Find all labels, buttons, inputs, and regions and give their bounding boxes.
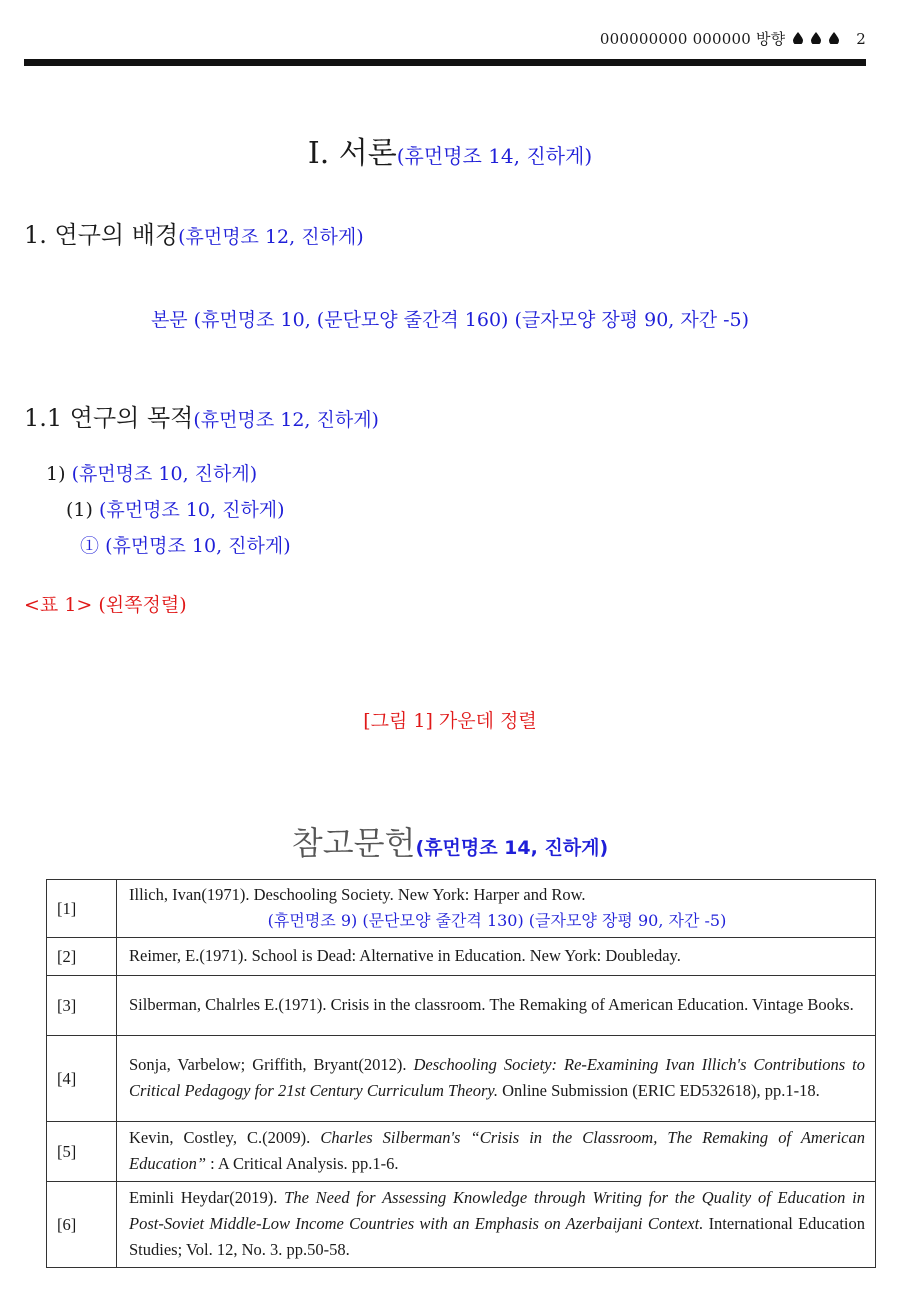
table-row bbox=[47, 1036, 876, 1122]
ref-italic: The Need for Assessing Knowledge through Writing for the Quality of Education in Post-Soviet Middle-Low Income Countries with an Emphasis on Azerbaijani Context. bbox=[129, 1188, 865, 1233]
ref-body: Silberman, Chalrles E.(1971). Crisis in the classroom. The Remaking of American Education. Vintage Books. bbox=[129, 995, 854, 1014]
ref-italic: Deschooling Society: Re-Examining Ivan Illich's Contributions to Critical Pedagogy for 21st Century Curriculum Theory. bbox=[129, 1055, 866, 1100]
ref-body: Illich, Ivan(1971). Deschooling Society. New York: Harper and Row. bbox=[129, 885, 586, 904]
subsection-heading-purpose bbox=[24, 398, 379, 433]
ref-pre: Eminli Heydar(2019). bbox=[129, 1188, 285, 1207]
ref-text bbox=[117, 1122, 876, 1182]
table-row bbox=[47, 1122, 876, 1182]
ref-post: : A Critical Analysis. pp.1-6. bbox=[206, 1154, 399, 1173]
running-header bbox=[600, 28, 866, 49]
list-marker: 1) bbox=[46, 463, 66, 485]
ref-text bbox=[117, 938, 876, 976]
ref-italic: Charles Silberman's “Crisis in the Classroom, The Remaking of American Education” bbox=[129, 1128, 865, 1173]
section-heading bbox=[0, 128, 900, 172]
table-row bbox=[47, 880, 876, 938]
ref-body: Reimer, E.(1971). School is Dead: Alternative in Education. New York: Doubleday. bbox=[129, 946, 681, 965]
ref-number: [3] bbox=[47, 976, 117, 1036]
ref-pre: Sonja, Varbelow; Griffith, Bryant(2012). bbox=[129, 1055, 414, 1074]
list-text: (휴먼명조 10, 진하게) bbox=[71, 463, 258, 485]
references-title: 참고문헌 bbox=[291, 824, 416, 862]
subsection-style-note: (휴먼명조 12, 진하게) bbox=[178, 226, 364, 248]
section-style-note: (휴먼명조 14, 진하게) bbox=[396, 144, 593, 168]
ref-number: [5] bbox=[47, 1122, 117, 1182]
ref-number: [4] bbox=[47, 1036, 117, 1122]
ref-pre: Kevin, Costley, C.(2009). bbox=[129, 1128, 321, 1147]
ref-text bbox=[117, 1036, 876, 1122]
drop-icon bbox=[829, 30, 839, 48]
list-marker: (1) bbox=[66, 499, 93, 521]
references-heading bbox=[0, 818, 900, 864]
header-rule bbox=[24, 59, 866, 66]
ref-text bbox=[117, 976, 876, 1036]
list-marker: ① bbox=[80, 535, 100, 557]
drop-icon bbox=[793, 30, 803, 48]
ref-post: Online Submission (ERIC ED532618), pp.1-18. bbox=[497, 1081, 820, 1100]
subsection-title: 1.1 연구의 목적 bbox=[24, 404, 194, 432]
body-text: 본문 (휴먼명조 10, (문단모양 줄간격 160) (글자모양 장평 90, 자간 -5) bbox=[150, 309, 750, 331]
figure-caption: [그림 1] 가운데 정렬 bbox=[363, 710, 537, 732]
list-text: (휴먼명조 10, 진하게) bbox=[105, 535, 291, 557]
list-level-3 bbox=[80, 531, 291, 558]
references-table bbox=[46, 879, 876, 1268]
subsection-style-note: (휴먼명조 12, 진하게) bbox=[193, 409, 379, 431]
section-title: Ⅰ. 서론 bbox=[307, 136, 397, 171]
subsection-heading-background bbox=[24, 215, 364, 250]
table-row bbox=[47, 938, 876, 976]
ref-text bbox=[117, 880, 876, 938]
drop-icon bbox=[811, 30, 821, 48]
references-style-note: (휴먼명조 14, 진하게) bbox=[415, 837, 609, 859]
ref-text bbox=[117, 1182, 876, 1268]
subsection-title: 1. 연구의 배경 bbox=[24, 221, 179, 249]
table-caption: <표 1> (왼쪽정렬) bbox=[24, 594, 187, 616]
list-level-1 bbox=[46, 459, 257, 486]
ref-style-note: (휴먼명조 9) (문단모양 줄간격 130) (글자모양 장평 90, 자간 -5) bbox=[267, 911, 727, 930]
table-row bbox=[47, 976, 876, 1036]
page-number: 2 bbox=[856, 30, 866, 48]
list-level-2 bbox=[66, 495, 285, 522]
ref-number: [2] bbox=[47, 938, 117, 976]
table-row bbox=[47, 1182, 876, 1268]
ref-number: [1] bbox=[47, 880, 117, 938]
ref-number: [6] bbox=[47, 1182, 117, 1268]
ref-post: International Education Studies; Vol. 12, No. 3. pp.50-58. bbox=[129, 1214, 865, 1259]
list-text: (휴먼명조 10, 진하게) bbox=[98, 499, 285, 521]
running-title: 000000000 000000 방향 bbox=[599, 30, 786, 48]
